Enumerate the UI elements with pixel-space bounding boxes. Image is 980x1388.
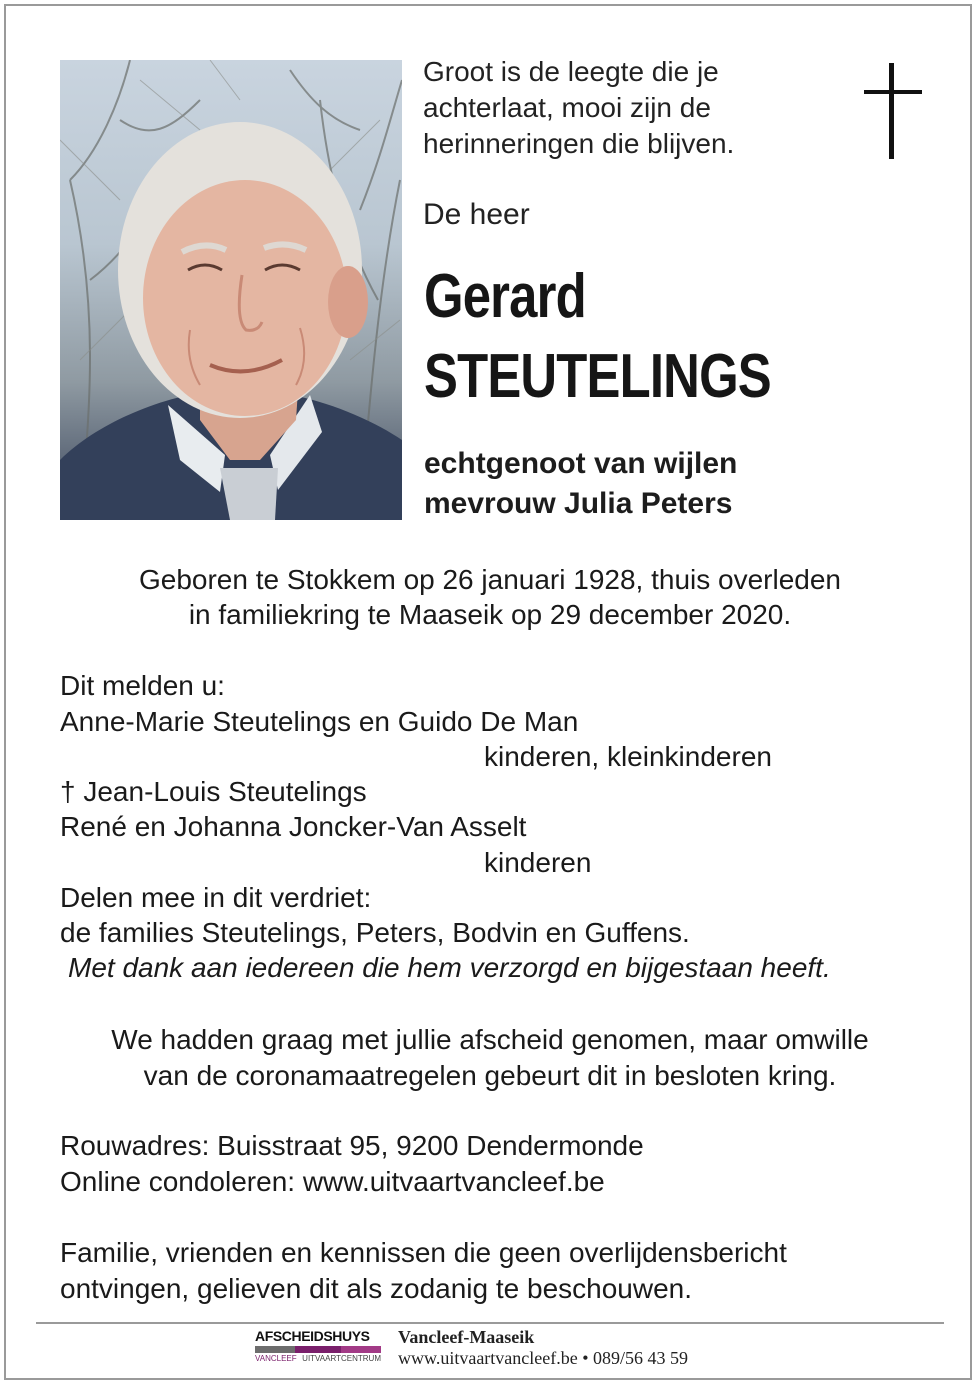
logo-bar-magenta [341, 1346, 381, 1353]
quote-line-3: herinneringen die blijven. [423, 128, 735, 159]
memorial-quote [423, 54, 734, 162]
family-role: kinderen [484, 847, 592, 878]
online-condolence: Online condoleren: www.uitvaartvancleef.be [60, 1166, 605, 1197]
quote-line-1: Groot is de leegte die je [423, 56, 719, 87]
quote-line-2: achterlaat, mooi zijn de [423, 92, 711, 123]
logo-left-text: VANCLEEF [255, 1354, 297, 1363]
footer-divider [36, 1322, 944, 1324]
birth-death-info [0, 562, 980, 632]
last-name: STEUTELINGS [424, 342, 771, 411]
first-name: Gerard [424, 262, 586, 331]
company-name: Vancleef-Maaseik [398, 1327, 535, 1347]
logo-bar-gray [255, 1346, 295, 1353]
family-role: kinderen, kleinkinderen [484, 741, 772, 772]
spouse-line-1: echtgenoot van wijlen [424, 447, 738, 480]
birth-line: Geboren te Stokkem op 26 januari 1928, thuis overleden [138, 564, 841, 595]
cross-icon [864, 63, 922, 159]
notice-line-2: ontvingen, gelieven dit als zodanig te beschouwen. [60, 1273, 692, 1304]
corona-notice [0, 1022, 980, 1094]
family-line: René en Johanna Joncker-Van Asselt [60, 811, 527, 842]
logo-title: AFSCHEIDSHUYS [255, 1328, 370, 1344]
logo-bars [255, 1346, 381, 1353]
death-line: in familiekring te Maaseik op 29 december 2020. [188, 599, 792, 630]
spouse-info [424, 444, 737, 524]
corona-line-1: We hadden graag met jullie afscheid genomen, maar omwille [111, 1024, 869, 1055]
portrait-photo [60, 60, 402, 520]
honorific: De heer [423, 198, 530, 231]
logo-bar-purple [295, 1346, 341, 1353]
notice-line-1: Familie, vrienden en kennissen die geen overlijdensbericht [60, 1237, 787, 1268]
mourning-address: Rouwadres: Buisstraat 95, 9200 Dendermonde [60, 1130, 644, 1161]
funeral-home-logo [255, 1328, 381, 1364]
family-line: Anne-Marie Steutelings en Guido De Man [60, 706, 579, 737]
families-line: de families Steutelings, Peters, Bodvin en Guffens. [60, 917, 690, 948]
company-contact: www.uitvaartvancleef.be • 089/56 43 59 [398, 1348, 689, 1368]
thanks-line: Met dank aan iedereen die hem verzorgd en bijgestaan heeft. [68, 952, 831, 983]
share-intro: Delen mee in dit verdriet: [60, 882, 372, 913]
family-line: † Jean-Louis Steutelings [60, 776, 367, 807]
announcement-intro: Dit melden u: [60, 670, 225, 701]
spouse-line-2: mevrouw Julia Peters [424, 487, 733, 520]
logo-right-text: UITVAARTCENTRUM [302, 1354, 381, 1363]
corona-line-2: van de coronamaatregelen gebeurt dit in besloten kring. [143, 1060, 837, 1091]
